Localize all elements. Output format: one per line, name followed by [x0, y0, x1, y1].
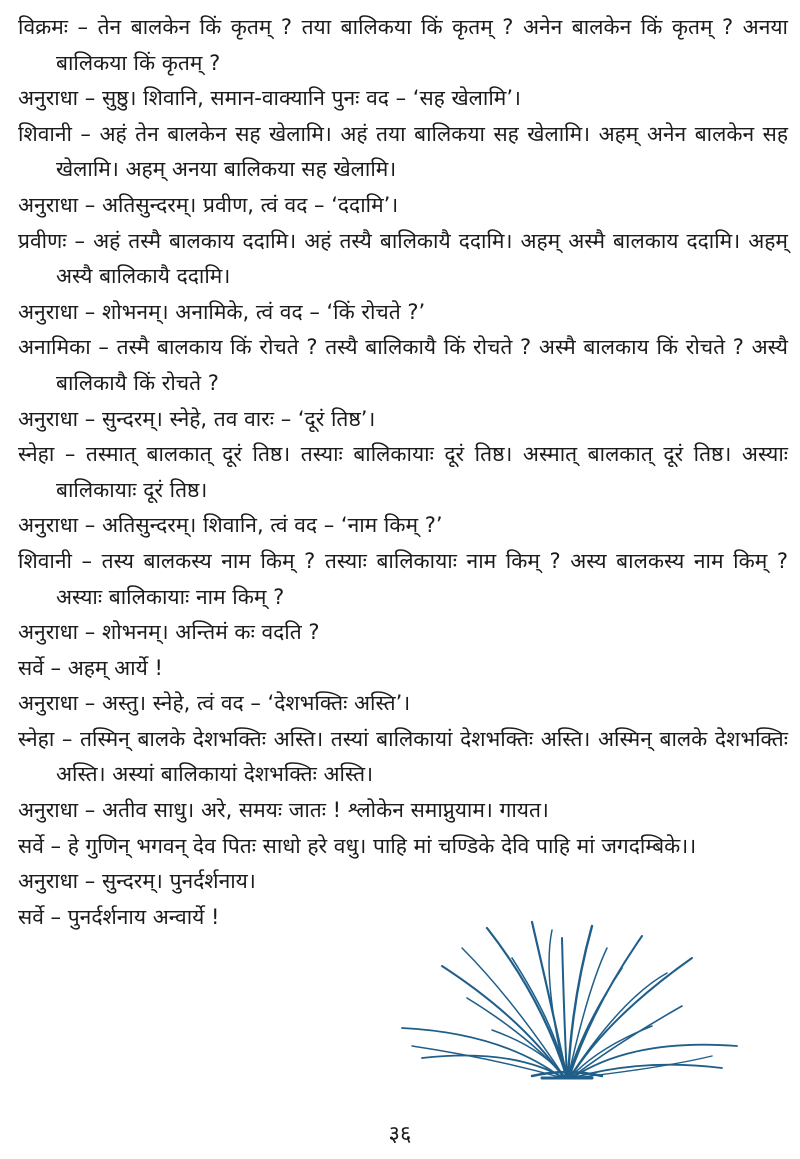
grass-blades — [402, 922, 737, 1078]
dialogue-line — [18, 188, 788, 224]
speaker-name: प्रवीणः — [18, 228, 67, 253]
dialogue-line — [18, 864, 426, 900]
utterance: अतिसुन्दरम्। प्रवीण, त्वं वद – ‘ददामि’। — [101, 192, 399, 217]
separator: – — [78, 798, 102, 823]
utterance: अतिसुन्दरम्। शिवानि, त्वं वद – ‘नाम किम् ?’ — [101, 513, 443, 538]
dialogue-line — [18, 508, 788, 544]
page-number: ३६ — [388, 1122, 412, 1147]
separator: – — [54, 442, 86, 467]
speaker-name: अनुराधा — [18, 691, 79, 716]
speaker-name: सर्वे — [18, 655, 44, 680]
utterance: तेन बालकेन किं कृतम् ? तया बालिकया किं कृतम् ? अनेन बालकेन किं कृतम् ? अनया बालिकया किं कृतम् ? — [56, 15, 795, 75]
separator: – — [78, 513, 102, 538]
separator: – — [78, 406, 102, 431]
speaker-name: अनुराधा — [18, 798, 79, 823]
separator: – — [68, 15, 98, 39]
speaker-name: अनुराधा — [18, 869, 79, 894]
utterance: तस्य बालकस्य नाम किम् ? तस्याः बालिकायाः नाम किम् ? अस्य बालकस्य नाम किम् ? अस्याः बालिकायाः नाम किम् ? — [56, 548, 795, 609]
separator: – — [78, 86, 102, 111]
dialogue-line — [18, 437, 795, 508]
dialogue-line — [18, 224, 795, 295]
dialogue-line — [18, 81, 788, 117]
separator: – — [78, 691, 102, 716]
speaker-name: अनुराधा — [18, 192, 79, 217]
dialogue-text — [18, 10, 795, 935]
utterance: शोभनम्। अनामिके, त्वं वद – ‘किं रोचते ?’ — [101, 299, 426, 324]
separator: – — [78, 620, 102, 645]
utterance: हे गुणिन् भगवन् देव पितः साधो हरे वधु। पाहि मां चण्डिके देवि पाहि मां जगदम्बिके।। — [67, 833, 697, 858]
utterance: पुनर्दर्शनाय अन्वार्ये ! — [67, 904, 220, 929]
speaker-name: अनुराधा — [18, 86, 79, 111]
utterance: सुष्ठु। शिवानि, समान-वाक्यानि पुनः वद – ‘सह खेलामि’। — [101, 86, 521, 111]
dialogue-line — [18, 402, 788, 438]
utterance: सुन्दरम्। स्नेहे, तव वारः – ‘दूरं तिष्ठ’। — [101, 406, 376, 431]
separator: – — [71, 548, 102, 573]
separator: – — [54, 726, 81, 751]
dialogue-line — [18, 10, 795, 81]
utterance: तस्मात् बालकात् दूरं तिष्ठ। तस्याः बालिकायाः दूरं तिष्ठ। अस्मात् बालकात् दूरं तिष्ठ। अस्याः बालिकायाः दूरं तिष्ठ। — [56, 442, 795, 502]
utterance: अहम् आर्ये ! — [67, 655, 163, 680]
speaker-name: विक्रमः — [18, 15, 69, 39]
dialogue-line — [18, 330, 795, 401]
utterance: तस्मै बालकाय किं रोचते ? तस्यै बालिकायै किं रोचते ? अस्मै बालकाय किं रोचते ? अस्यै बालिकायै किं रोचते ? — [56, 335, 795, 395]
dialogue-line — [18, 686, 788, 722]
separator: – — [90, 335, 117, 360]
speaker-name: अनुराधा — [18, 299, 79, 324]
dialogue-line — [18, 722, 795, 793]
separator: – — [43, 655, 68, 680]
speaker-name: शिवानी — [18, 121, 72, 146]
utterance: अहं तेन बालकेन सह खेलामि। अहं तया बालिकया सह खेलामि। अहम् अनेन बालकेन सह खेलामि। अहम् अनया बालिकया सह खेलामि। — [56, 121, 795, 182]
separator: – — [66, 228, 94, 253]
separator: – — [43, 904, 68, 929]
dialogue-line — [18, 793, 788, 829]
utterance: अस्तु। स्नेहे, त्वं वद – ‘देशभक्तिः अस्ति’। — [101, 691, 411, 716]
utterance: तस्मिन् बालके देशभक्तिः अस्ति। तस्यां बालिकायां देशभक्तिः अस्ति। अस्मिन् बालके देशभक्तिः अस्ति। अस्यां बालिकायां देशभक्तिः अस्ति। — [56, 726, 795, 787]
utterance: सुन्दरम्। पुनर्दर्शनाय। — [101, 869, 256, 894]
separator: – — [78, 869, 102, 894]
dialogue-line — [18, 544, 795, 615]
speaker-name: सर्वे — [18, 904, 44, 929]
separator: – — [43, 833, 68, 858]
speaker-name: स्नेहा — [18, 726, 55, 751]
dialogue-line — [18, 829, 788, 865]
dialogue-line — [18, 615, 788, 651]
separator: – — [78, 299, 102, 324]
speaker-name: अनामिका — [18, 335, 91, 360]
speaker-name: सर्वे — [18, 833, 44, 858]
speaker-name: अनुराधा — [18, 620, 79, 645]
utterance: अतीव साधु। अरे, समयः जातः ! श्लोकेन समाप्नुयाम। गायत। — [101, 798, 549, 823]
utterance: शोभनम्। अन्तिमं कः वदति ? — [101, 620, 320, 645]
grass-illustration — [392, 918, 742, 1083]
speaker-name: अनुराधा — [18, 406, 79, 431]
dialogue-line — [18, 117, 795, 188]
speaker-name: शिवानी — [18, 548, 72, 573]
dialogue-line — [18, 900, 426, 936]
dialogue-line — [18, 295, 788, 331]
separator: – — [78, 192, 102, 217]
speaker-name: अनुराधा — [18, 513, 79, 538]
utterance: अहं तस्मै बालकाय ददामि। अहं तस्यै बालिकायै ददामि। अहम् अस्मै बालकाय ददामि। अहम् अस्यै बालिकायै ददामि। — [56, 228, 795, 289]
dialogue-line — [18, 651, 788, 687]
separator: – — [71, 121, 100, 146]
speaker-name: स्नेहा — [18, 442, 55, 467]
